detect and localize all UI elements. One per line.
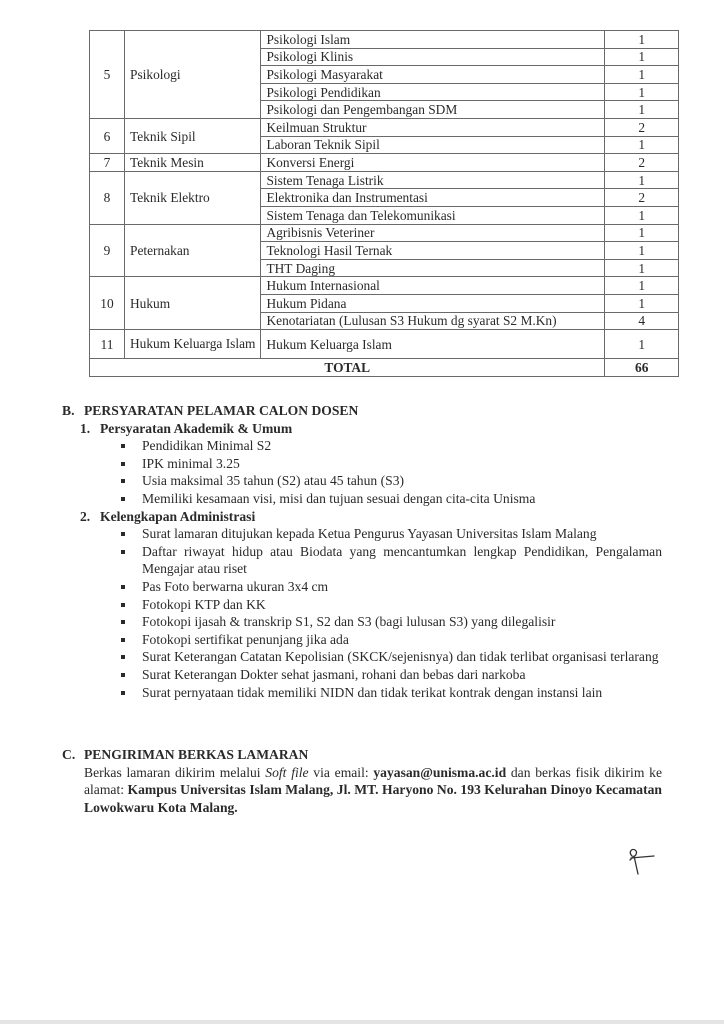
quota-count: 1 bbox=[605, 206, 679, 224]
row-number: 10 bbox=[90, 277, 125, 330]
mailing-address: Kampus Universitas Islam Malang, Jl. MT. Haryono No. 193 Kelurahan Dinoyo Kecamatan Lowokwaru Kota Malang. bbox=[84, 782, 662, 815]
list-item: Pas Foto berwarna ukuran 3x4 cm bbox=[119, 578, 662, 596]
field-of-expertise: Psikologi Islam bbox=[261, 31, 605, 49]
section-b-title: PERSYARATAN PELAMAR CALON DOSEN bbox=[84, 403, 359, 418]
total-value: 66 bbox=[605, 359, 679, 377]
program-study: Teknik Elektro bbox=[125, 171, 261, 224]
quota-count: 1 bbox=[605, 330, 679, 359]
row-number: 11 bbox=[90, 330, 125, 359]
list-item: Daftar riwayat hidup atau Biodata yang mencantumkan lengkap Pendidikan, Pengalaman Mengajar atau riset bbox=[119, 543, 662, 578]
field-of-expertise: Sistem Tenaga Listrik bbox=[261, 171, 605, 189]
field-of-expertise: Agribisnis Veteriner bbox=[261, 224, 605, 242]
field-of-expertise: Kenotariatan (Lulusan S3 Hukum dg syarat S2 M.Kn) bbox=[261, 312, 605, 330]
list-item: Surat Keterangan Catatan Kepolisian (SKCK/sejenisnya) dan tidak terlibat organisasi terlarang bbox=[119, 648, 662, 666]
quota-count: 2 bbox=[605, 118, 679, 136]
row-number: 5 bbox=[90, 31, 125, 119]
field-of-expertise: Psikologi Klinis bbox=[261, 48, 605, 66]
program-study: Hukum Keluarga Islam bbox=[125, 330, 261, 359]
field-of-expertise: Konversi Energi bbox=[261, 154, 605, 172]
field-of-expertise: Hukum Pidana bbox=[261, 294, 605, 312]
field-of-expertise: Keilmuan Struktur bbox=[261, 118, 605, 136]
program-study: Teknik Sipil bbox=[125, 118, 261, 153]
section-c-title: PENGIRIMAN BERKAS LAMARAN bbox=[84, 747, 309, 762]
list-item: Surat pernyataan tidak memiliki NIDN dan tidak terikat kontrak dengan instansi lain bbox=[119, 684, 662, 702]
vacancy-table bbox=[89, 30, 679, 377]
field-of-expertise: Psikologi Pendidikan bbox=[261, 83, 605, 101]
list-item: Memiliki kesamaan visi, misi dan tujuan sesuai dengan cita-cita Unisma bbox=[119, 490, 662, 508]
section-b-heading: B. PERSYARATAN PELAMAR CALON DOSEN bbox=[62, 403, 359, 418]
akademik-list bbox=[62, 437, 662, 507]
section-c-heading: C. PENGIRIMAN BERKAS LAMARAN bbox=[62, 747, 309, 762]
section-b bbox=[62, 402, 662, 701]
list-item: Pendidikan Minimal S2 bbox=[119, 437, 662, 455]
quota-count: 1 bbox=[605, 101, 679, 119]
row-number: 9 bbox=[90, 224, 125, 277]
table-row bbox=[90, 330, 679, 359]
row-number: 6 bbox=[90, 118, 125, 153]
table-row bbox=[90, 224, 679, 242]
page-edge bbox=[0, 1020, 724, 1024]
signature-initial-icon bbox=[620, 848, 664, 878]
subsection-administrasi-heading: 2. Kelengkapan Administrasi bbox=[80, 508, 256, 524]
quota-count: 1 bbox=[605, 31, 679, 49]
field-of-expertise: Psikologi dan Pengembangan SDM bbox=[261, 101, 605, 119]
list-item: IPK minimal 3.25 bbox=[119, 455, 662, 473]
field-of-expertise: Laboran Teknik Sipil bbox=[261, 136, 605, 154]
field-of-expertise: Hukum Internasional bbox=[261, 277, 605, 295]
quota-count: 1 bbox=[605, 294, 679, 312]
quota-count: 4 bbox=[605, 312, 679, 330]
list-item: Surat Keterangan Dokter sehat jasmani, rohani dan bebas dari narkoba bbox=[119, 666, 662, 684]
table-row bbox=[90, 154, 679, 172]
field-of-expertise: Hukum Keluarga Islam bbox=[261, 330, 605, 359]
total-row bbox=[90, 359, 679, 377]
quota-count: 1 bbox=[605, 83, 679, 101]
quota-count: 1 bbox=[605, 242, 679, 260]
list-item: Surat lamaran ditujukan kepada Ketua Pengurus Yayasan Universitas Islam Malang bbox=[119, 525, 662, 543]
list-item: Fotokopi ijasah & transkrip S1, S2 dan S3 (bagi lulusan S3) yang dilegalisir bbox=[119, 613, 662, 631]
field-of-expertise: Elektronika dan Instrumentasi bbox=[261, 189, 605, 207]
quota-count: 1 bbox=[605, 66, 679, 84]
table-row bbox=[90, 171, 679, 189]
table-row bbox=[90, 31, 679, 49]
section-c bbox=[62, 746, 662, 816]
row-number: 8 bbox=[90, 171, 125, 224]
quota-count: 1 bbox=[605, 48, 679, 66]
list-item: Fotokopi sertifikat penunjang jika ada bbox=[119, 631, 662, 649]
administrasi-list bbox=[62, 525, 662, 701]
list-item: Usia maksimal 35 tahun (S2) atau 45 tahun (S3) bbox=[119, 472, 662, 490]
program-study: Teknik Mesin bbox=[125, 154, 261, 172]
quota-count: 2 bbox=[605, 189, 679, 207]
quota-count: 1 bbox=[605, 136, 679, 154]
field-of-expertise: Teknologi Hasil Ternak bbox=[261, 242, 605, 260]
quota-count: 1 bbox=[605, 259, 679, 277]
subsection-akademik-heading: 1. Persyaratan Akademik & Umum bbox=[80, 420, 293, 436]
program-study: Hukum bbox=[125, 277, 261, 330]
row-number: 7 bbox=[90, 154, 125, 172]
table-row bbox=[90, 118, 679, 136]
quota-count: 1 bbox=[605, 224, 679, 242]
field-of-expertise: THT Daging bbox=[261, 259, 605, 277]
field-of-expertise: Psikologi Masyarakat bbox=[261, 66, 605, 84]
email-address: yayasan@unisma.ac.id bbox=[373, 764, 507, 780]
field-of-expertise: Sistem Tenaga dan Telekomunikasi bbox=[261, 206, 605, 224]
quota-count: 2 bbox=[605, 154, 679, 172]
quota-count: 1 bbox=[605, 277, 679, 295]
list-item: Fotokopi KTP dan KK bbox=[119, 596, 662, 614]
total-label: TOTAL bbox=[90, 359, 605, 377]
quota-count: 1 bbox=[605, 171, 679, 189]
program-study: Peternakan bbox=[125, 224, 261, 277]
table-row bbox=[90, 277, 679, 295]
submission-paragraph: Berkas lamaran dikirim melalui Soft file via email: yayasan@unisma.ac.id dan berkas fisik dikirim ke alamat: Kampus Universitas Islam Malang, Jl. MT. Haryono No. 193 Kelurahan Dinoyo Kecamatan Lowokwaru Kota Malang. bbox=[84, 764, 662, 815]
program-study: Psikologi bbox=[125, 31, 261, 119]
